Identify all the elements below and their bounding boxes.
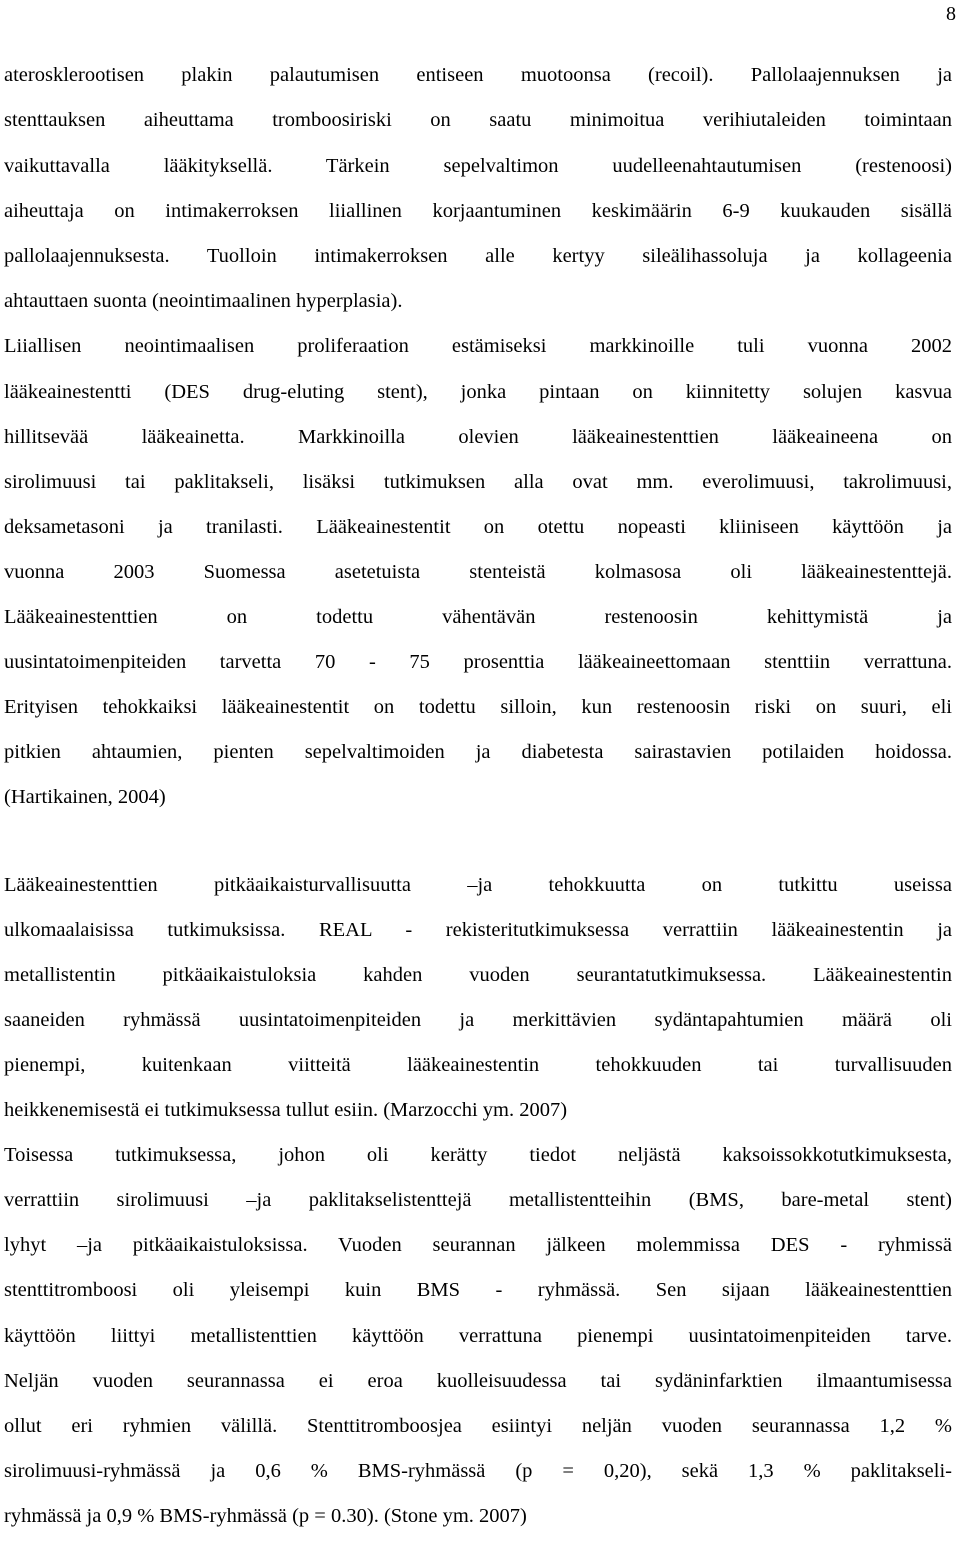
text-line: Neljän vuoden seurannassa ei eroa kuolleisuudessa tai sydäninfarktien ilmaantumisessa [4,1370,952,1392]
text-line: aiheuttaja on intimakerroksen liiallinen korjaantuminen keskimäärin 6-9 kuukauden sisällä [4,200,952,222]
text-line: aterosklerootisen plakin palautumisen entiseen muotoonsa (recoil). Pallolaajennuksen ja [4,64,952,86]
text-line: verrattiin sirolimuusi –ja paklitakselistenttejä metallistentteihin (BMS, bare-metal stent) [4,1189,952,1211]
text-line: vaikuttavalla lääkityksellä. Tärkein sepelvaltimon uudelleenahtautumisen (restenoosi) [4,155,952,177]
text-line: deksametasoni ja tranilasti. Lääkeainestentit on otettu nopeasti kliiniseen käyttöön ja [4,516,952,538]
text-line: Lääkeainestenttien on todettu vähentävän restenoosin kehittymistä ja [4,606,952,628]
text-line: käyttöön liittyi metallistenttien käyttöön verrattuna pienempi uusintatoimenpiteiden tarve. [4,1325,952,1347]
text-line: saaneiden ryhmässä uusintatoimenpiteiden ja merkittävien sydäntapahtumien määrä oli [4,1009,952,1031]
text-line: hillitsevää lääkeainetta. Markkinoilla olevien lääkeainestenttien lääkeaineena on [4,426,952,448]
text-line: vuonna 2003 Suomessa asetetuista stenteistä kolmasosa oli lääkeainestenttejä. [4,561,952,583]
text-line: stenttitromboosi oli yleisempi kuin BMS - ryhmässä. Sen sijaan lääkeainestenttien [4,1279,952,1301]
text-line: ryhmässä ja 0,9 % BMS-ryhmässä (p = 0.30). (Stone ym. 2007) [4,1505,527,1527]
text-line: pallolaajennuksesta. Tuolloin intimakerroksen alle kertyy sileälihassoluja ja kollageenia [4,245,952,267]
text-line: pitkien ahtaumien, pienten sepelvaltimoiden ja diabetesta sairastavien potilaiden hoidossa. [4,741,952,763]
text-line: Erityisen tehokkaiksi lääkeainestentit on todettu silloin, kun restenoosin riski on suuri, eli [4,696,952,718]
text-line: stenttauksen aiheuttama tromboosiriski on saatu minimoitua verihiutaleiden toimintaan [4,109,952,131]
text-line: lääkeainestentti (DES drug-eluting stent), jonka pintaan on kiinnitetty solujen kasvua [4,381,952,403]
text-line: ulkomaalaisissa tutkimuksissa. REAL - rekisteritutkimuksessa verrattiin lääkeainestentin ja [4,919,952,941]
text-line: Liiallisen neointimaalisen proliferaation estämiseksi markkinoille tuli vuonna 2002 [4,335,952,357]
text-line: metallistentin pitkäaikaistuloksia kahden vuoden seurantatutkimuksessa. Lääkeainestentin [4,964,952,986]
text-line: uusintatoimenpiteiden tarvetta 70 - 75 prosenttia lääkeaineettomaan stenttiin verrattuna. [4,651,952,673]
text-line: ollut eri ryhmien välillä. Stenttitromboosjea esiintyi neljän vuoden seurannassa 1,2 % [4,1415,952,1437]
text-line: Lääkeainestenttien pitkäaikaisturvallisuutta –ja tehokkuutta on tutkittu useissa [4,874,952,896]
text-line: Toisessa tutkimuksessa, johon oli kerätty tiedot neljästä kaksoissokkotutkimuksesta, [4,1144,952,1166]
text-line: lyhyt –ja pitkäaikaistuloksissa. Vuoden seurannan jälkeen molemmissa DES - ryhmissä [4,1234,952,1256]
text-line: ahtauttaen suonta (neointimaalinen hyperplasia). [4,290,403,312]
text-line: sirolimuusi-ryhmässä ja 0,6 % BMS-ryhmässä (p = 0,20), sekä 1,3 % paklitakseli- [4,1460,952,1482]
text-line: (Hartikainen, 2004) [4,786,166,808]
text-line: sirolimuusi tai paklitakseli, lisäksi tutkimuksen alla ovat mm. everolimuusi, takrolimuusi, [4,471,952,493]
page-number: 8 [946,3,956,25]
text-line: heikkenemisestä ei tutkimuksessa tullut esiin. (Marzocchi ym. 2007) [4,1099,568,1121]
text-line: pienempi, kuitenkaan viitteitä lääkeainestentin tehokkuuden tai turvallisuuden [4,1054,952,1076]
